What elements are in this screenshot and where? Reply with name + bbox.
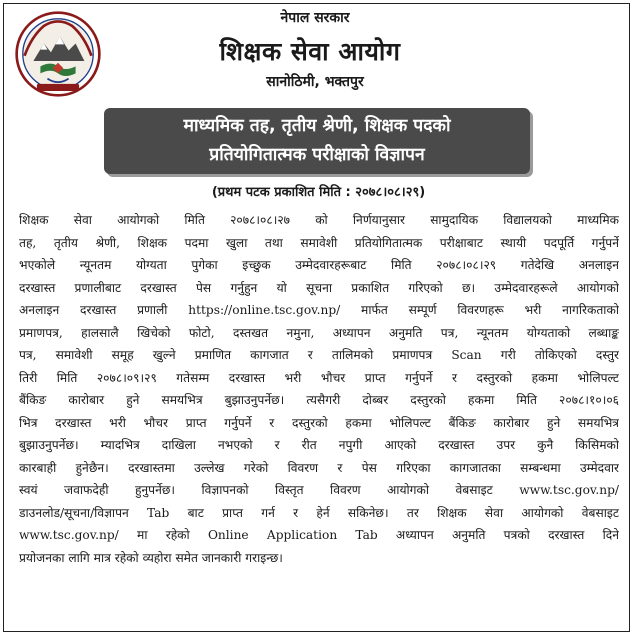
- government-name: नेपाल सरकार: [280, 10, 350, 26]
- banner-title-line-1: माध्यमिक तह, तृतीय श्रेणी, शिक्षक पदको: [183, 116, 451, 136]
- notice-line: बैंकिङ कारोबार हुने समयभित्र बुझाउनुपर्नेछ। त्यसैगरी दोब्बर दस्तुरको हकमा मिति २०७८।१०।०६: [19, 393, 619, 407]
- organization-address: सानोठिमी, भक्तपुर: [266, 74, 364, 90]
- notice-line: प्रयोजनका लागि मात्र रहेको व्यहोरा समेत जानकारी गराइन्छ।: [19, 550, 283, 565]
- notice-line: भित्र दरखास्त भरी भौचर प्राप्त गर्नुपर्ने र दस्तुरको हकमा भोलिपल्ट बैंकिङ कारोबार हुने समयभित्र: [19, 415, 619, 430]
- notice-line: स्वयं जवाफदेही हुनुपर्नेछ। विज्ञापनको विस्तृत विवरण आयोगको वेबसाइट www.tsc.gov.np/: [19, 483, 619, 497]
- publication-date: (प्रथम पटक प्रकाशित मिति : २०७८।०८।२९): [211, 185, 426, 200]
- notice-line: तिरी मिति २०७८।०९।२९ गतेसम्म दरखास्त भरी भौचर प्राप्त गर्नुपर्ने र दस्तुरको हकमा भोलिपल्ट: [19, 370, 619, 385]
- organization-name: शिक्षक सेवा आयोग: [219, 37, 401, 66]
- notice-line: पत्र, समावेशी समूह खुल्ने प्रमाणित कागजात र तालिमको प्रमाणपत्र Scan गरी तोकिएको दस्तुर: [19, 348, 619, 362]
- notice-line: प्रमाणपत्र, हालसालै खिचेको फोटो, दस्तखत नमुना, अध्यापन अनुमति पत्र, न्यूनतम योग्यताको लब्धाङ्क: [19, 325, 619, 340]
- notice-line: भएकोले न्यूनतम योग्यता पुगेका इच्छुक उम्मेदवारहरूबाट मिति २०७८।०८।२९ गतेदेखि अनलाइन: [19, 258, 619, 272]
- notice-line: दरखास्त प्रणालीबाट दरखास्त पेस गर्नुहुन यो सूचना प्रकाशित गरिएको छ। उम्मेदवारहरूले आयोगको: [19, 280, 619, 295]
- notice-body: [19, 209, 619, 569]
- notice-line: डाउनलोड/सूचना/विज्ञापन Tab बाट प्राप्त गर्न र हेर्न सकिनेछ। तर शिक्षक सेवा आयोगको वेबसाइट: [19, 505, 619, 520]
- notice-line: www.tsc.gov.np/ मा रहेको Online Application Tab अध्यापन अनुमति पत्रको दरखास्त दिने: [19, 528, 619, 542]
- notice-line: कारबाही हुनेछैन। दरखास्तमा उल्लेख गरेको विवरण र पेस गरिएका कागजातका सम्बन्धमा उम्मेदवार: [19, 460, 619, 475]
- notice-line: बुझाउनुपर्नेछ। म्यादभित्र दाखिला नभएको र रीत नपुगी आएको दरखास्त उपर कुनै किसिमको: [19, 438, 619, 452]
- notice-line: शिक्षक सेवा आयोगको मिति २०७८।०८।२७ को निर्णयानुसार सामुदायिक विद्यालयको माध्यमिक: [19, 213, 619, 227]
- notice-line: अनलाइन दरखास्त प्रणाली https://online.tsc.gov.np/ मार्फत सम्पूर्ण विवरणहरू भरी नागरिकताको: [19, 303, 619, 317]
- banner-title-line-2: प्रतियोगितात्मक परीक्षाको विज्ञापन: [209, 145, 425, 165]
- title-banner: [104, 108, 530, 174]
- nepal-emblem-icon: [14, 10, 102, 98]
- notice-line: तह, तृतीय श्रेणी, शिक्षक पदमा खुला तथा समावेशी प्रतियोगितात्मक परीक्षाबाट स्थायी पदपूर्ति गर्नुपर्ने: [19, 235, 619, 250]
